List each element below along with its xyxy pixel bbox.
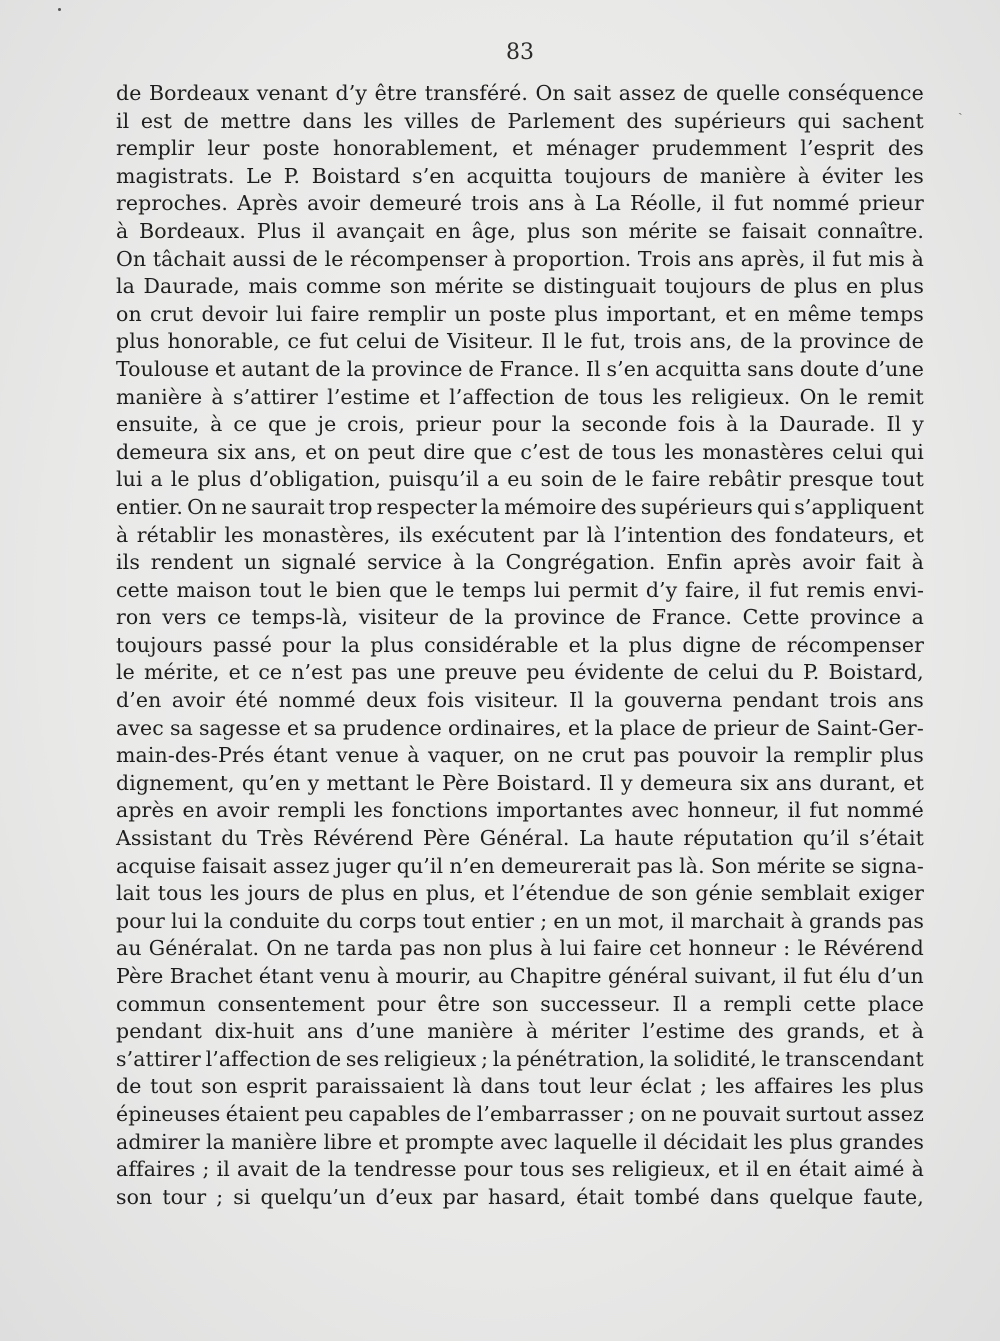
text-line: s’attirer l’affection de ses religieux ; la pénétration, la solidité, le transcendant: [116, 1046, 924, 1071]
text-line: main-des-Prés étant venue à vaquer, on ne crut pas pouvoir la remplir plus: [116, 743, 924, 768]
text-line: après en avoir rempli les fonctions importantes avec honneur, il fut nommé: [116, 798, 924, 823]
text-line: le mérite, et ce n’est pas une preuve peu évidente de celui du P. Boistard,: [116, 660, 924, 685]
text-line: On tâchait aussi de le récompenser à proportion. Trois ans après, il fut mis à: [116, 246, 924, 271]
page-number: 83: [506, 40, 534, 65]
text-line: manière à s’attirer l’estime et l’affection de tous les religieux. On le remit: [116, 384, 924, 409]
text-line: pendant dix-huit ans d’une manière à mériter l’estime des grands, et à: [116, 1019, 924, 1044]
text-line: ensuite, à ce que je crois, prieur pour la seconde fois à la Daurade. Il y: [116, 412, 924, 437]
text-line: de Bordeaux venant d’y être transféré. On sait assez de quelle conséquence: [116, 81, 924, 105]
text-line: reproches. Après avoir demeuré trois ans à La Réolle, il fut nommé prieur: [116, 191, 924, 216]
text-line: ils rendent un signalé service à la Congrégation. Enfin après avoir fait à: [116, 550, 924, 575]
text-line: acquise faisait assez juger qu’il n’en demeurerait pas là. Son mérite se signa-: [116, 853, 924, 878]
text-line: lui a le plus d’obligation, puisqu’il a eu soin de le faire rebâtir presque tout: [116, 467, 924, 492]
text-line: Père Brachet étant venu à mourir, au Chapitre général suivant, il fut élu d’un: [116, 964, 924, 988]
text-line: pour lui la conduite du corps tout entier ; en un mot, il marchait à grands pas: [116, 908, 924, 933]
paper-speck: [58, 8, 61, 11]
text-line: on crut devoir lui faire remplir un poste plus important, et en même temps: [116, 301, 924, 326]
text-line: lait tous les jours de plus en plus, et l’étendue de son génie semblait exiger: [116, 881, 924, 906]
text-line: avec sa sagesse et sa prudence ordinaires, et la place de prieur de Saint-Ger-: [116, 715, 924, 740]
text-line: au Généralat. On ne tarda pas non plus à lui faire cet honneur : le Révérend: [116, 936, 924, 961]
text-line: commun consentement pour être son successeur. Il a rempli cette place: [116, 991, 924, 1016]
text-line: entier. On ne saurait trop respecter la mémoire des supérieurs qui s’appliquent: [116, 494, 924, 519]
text-line: Toulouse et autant de la province de France. Il s’en acquitta sans doute d’une: [116, 356, 924, 381]
text-line: de tout son esprit paraissaient là dans tout leur éclat ; les affaires les plus: [116, 1074, 924, 1099]
text-line: Assistant du Très Révérend Père Général. La haute réputation qu’il s’était: [116, 826, 924, 851]
margin-mark: ˏ: [958, 100, 963, 116]
text-line: plus honorable, ce fut celui de Visiteur. Il le fut, trois ans, de la province de: [116, 329, 924, 354]
text-line: il est de mettre dans les villes de Parlement des supérieurs qui sachent: [116, 108, 924, 133]
text-line: dignement, qu’en y mettant le Père Boistard. Il y demeura six ans durant, et: [116, 770, 924, 795]
text-line: admirer la manière libre et prompte avec laquelle il décidait les plus grandes: [116, 1129, 924, 1154]
body-text: [116, 80, 924, 1211]
text-line: toujours passé pour la plus considérable et la plus digne de récompenser: [116, 632, 924, 657]
text-line: remplir leur poste honorablement, et ménager prudemment l’esprit des: [116, 136, 924, 161]
text-line: son tour ; si quelqu’un d’eux par hasard, était tombé dans quelque faute,: [116, 1184, 924, 1209]
text-line: d’en avoir été nommé deux fois visiteur. Il la gouverna pendant trois ans: [116, 688, 924, 713]
text-line: épineuses étaient peu capables de l’embarrasser ; on ne pouvait surtout assez: [116, 1101, 924, 1126]
text-line: à Bordeaux. Plus il avançait en âge, plus son mérite se faisait connaître.: [116, 218, 924, 243]
text-line: magistrats. Le P. Boistard s’en acquitta toujours de manière à éviter les: [116, 163, 924, 188]
text-line: la Daurade, mais comme son mérite se distinguait toujours de plus en plus: [116, 274, 924, 299]
text-line: à rétablir les monastères, ils exécutent par là l’intention des fondateurs, et: [116, 522, 924, 547]
text-line: demeura six ans, et on peut dire que c’est de tous les monastères celui qui: [116, 439, 924, 464]
text-line: cette maison tout le bien que le temps lui permit d’y faire, il fut remis envi-: [116, 577, 924, 602]
text-line: ron vers ce temps-là, visiteur de la province de France. Cette province a: [116, 605, 924, 630]
text-line: affaires ; il avait de la tendresse pour tous ses religieux, et il en était aimé à: [116, 1157, 924, 1182]
